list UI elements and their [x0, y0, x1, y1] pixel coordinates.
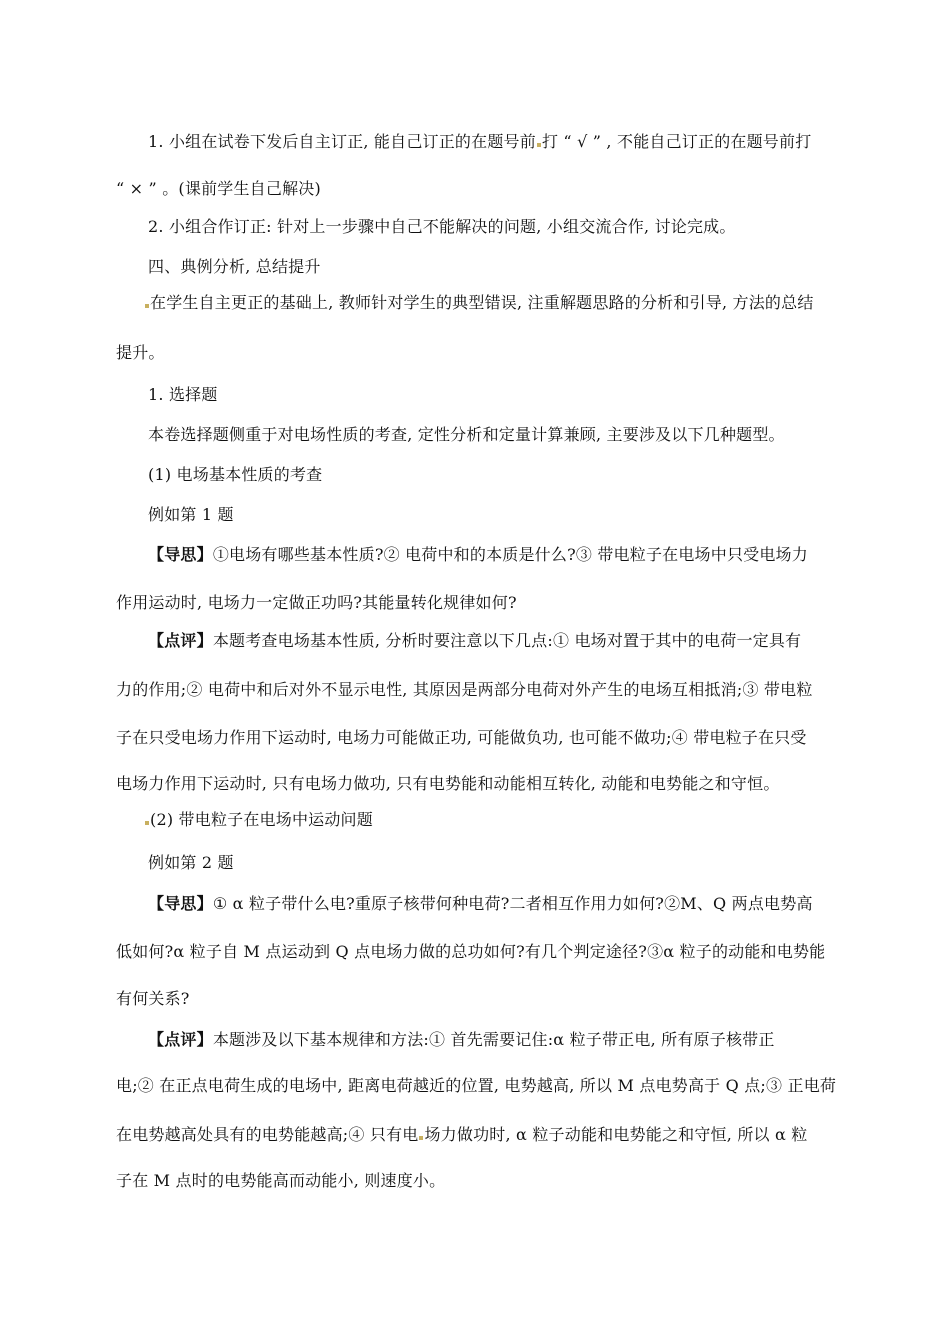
guide-1-line-1: [148, 544, 808, 566]
comment-1-line-3: 子在只受电场力作用下运动时, 电场力可能做正功, 可能做负功, 也可能不做功;④ 带电粒子在只受: [116, 728, 807, 747]
text: ①电场有哪些基本性质?② 电荷中和的本质是什么?③ 带电粒子在电场中只受电场力: [212, 545, 808, 564]
text: 打 “ √ ” , 不能自己订正的在题号前打: [541, 132, 812, 151]
text: 在学生自主更正的基础上, 教师针对学生的典型错误, 注重解题思路的分析和引导, 方法的总结: [150, 293, 814, 312]
comment-2-line-3: [116, 1124, 808, 1146]
text: 在电势越高处具有的电势能越高;④ 只有电: [116, 1125, 419, 1144]
subsection-choice: 1. 选择题: [148, 385, 218, 404]
guide-2-line-2: 低如何?α 粒子自 M 点运动到 Q 点电场力做的总功如何?有几个判定途径?③α 粒子的动能和电势能: [116, 942, 826, 961]
text: 1. 小组在试卷下发后自主订正, 能自己订正的在题号前: [148, 132, 536, 151]
example-1: 例如第 1 题: [148, 505, 234, 524]
topic-2: [144, 809, 373, 831]
text: ① α 粒子带什么电?重原子核带何种电荷?二者相互作用力如何?②M、Q 两点电势高: [212, 894, 813, 913]
comment-tag: 【点评】: [148, 1030, 213, 1049]
guide-2-line-1: [148, 893, 813, 915]
section-heading-4: 四、典例分析, 总结提升: [148, 257, 321, 276]
comment-2-line-1: [148, 1029, 775, 1051]
paragraph-1-line-2: “ × ” 。(课前学生自己解决): [116, 179, 321, 198]
text: (2) 带电粒子在电场中运动问题: [150, 810, 373, 829]
comment-1-line-1: [148, 630, 801, 652]
paragraph-2: 2. 小组合作订正: 针对上一步骤中自己不能解决的问题, 小组交流合作, 讨论完成。: [148, 217, 736, 236]
paragraph-3-line-2: 提升。: [116, 343, 165, 362]
paragraph-3-line-1: [144, 292, 814, 314]
topic-1: (1) 电场基本性质的考查: [148, 465, 323, 484]
mark-icon: [419, 1136, 423, 1140]
text: 本题涉及以下基本规律和方法:① 首先需要记住:α 粒子带正电, 所有原子核带正: [212, 1030, 775, 1049]
mark-icon: [537, 143, 541, 147]
mark-icon: [145, 821, 149, 825]
comment-1-line-4: 电场力作用下运动时, 只有电场力做功, 只有电势能和动能相互转化, 动能和电势能之和守恒。: [116, 774, 780, 793]
text: 场力做功时, α 粒子动能和电势能之和守恒, 所以 α 粒: [424, 1125, 808, 1144]
paragraph-1-line-1: [148, 131, 811, 153]
subsection-description: 本卷选择题侧重于对电场性质的考查, 定性分析和定量计算兼顾, 主要涉及以下几种题型。: [148, 425, 785, 444]
comment-1-line-2: 力的作用;② 电荷中和后对外不显示电性, 其原因是两部分电荷对外产生的电场互相抵消;③ 带电粒: [116, 680, 813, 699]
guide-tag: 【导思】: [148, 545, 213, 564]
comment-2-line-2: 电;② 在正点电荷生成的电场中, 距离电荷越近的位置, 电势越高, 所以 M 点电势高于 Q 点;③ 正电荷: [116, 1076, 837, 1095]
guide-tag: 【导思】: [148, 894, 213, 913]
guide-1-line-2: 作用运动时, 电场力一定做正功吗?其能量转化规律如何?: [116, 593, 517, 612]
text: 本题考查电场基本性质, 分析时要注意以下几点:① 电场对置于其中的电荷一定具有: [212, 631, 802, 650]
comment-2-line-4: 子在 M 点时的电势能高而动能小, 则速度小。: [116, 1171, 446, 1190]
comment-tag: 【点评】: [148, 631, 213, 650]
guide-2-line-3: 有何关系?: [116, 989, 190, 1008]
example-2: 例如第 2 题: [148, 853, 234, 872]
mark-icon: [145, 304, 149, 308]
